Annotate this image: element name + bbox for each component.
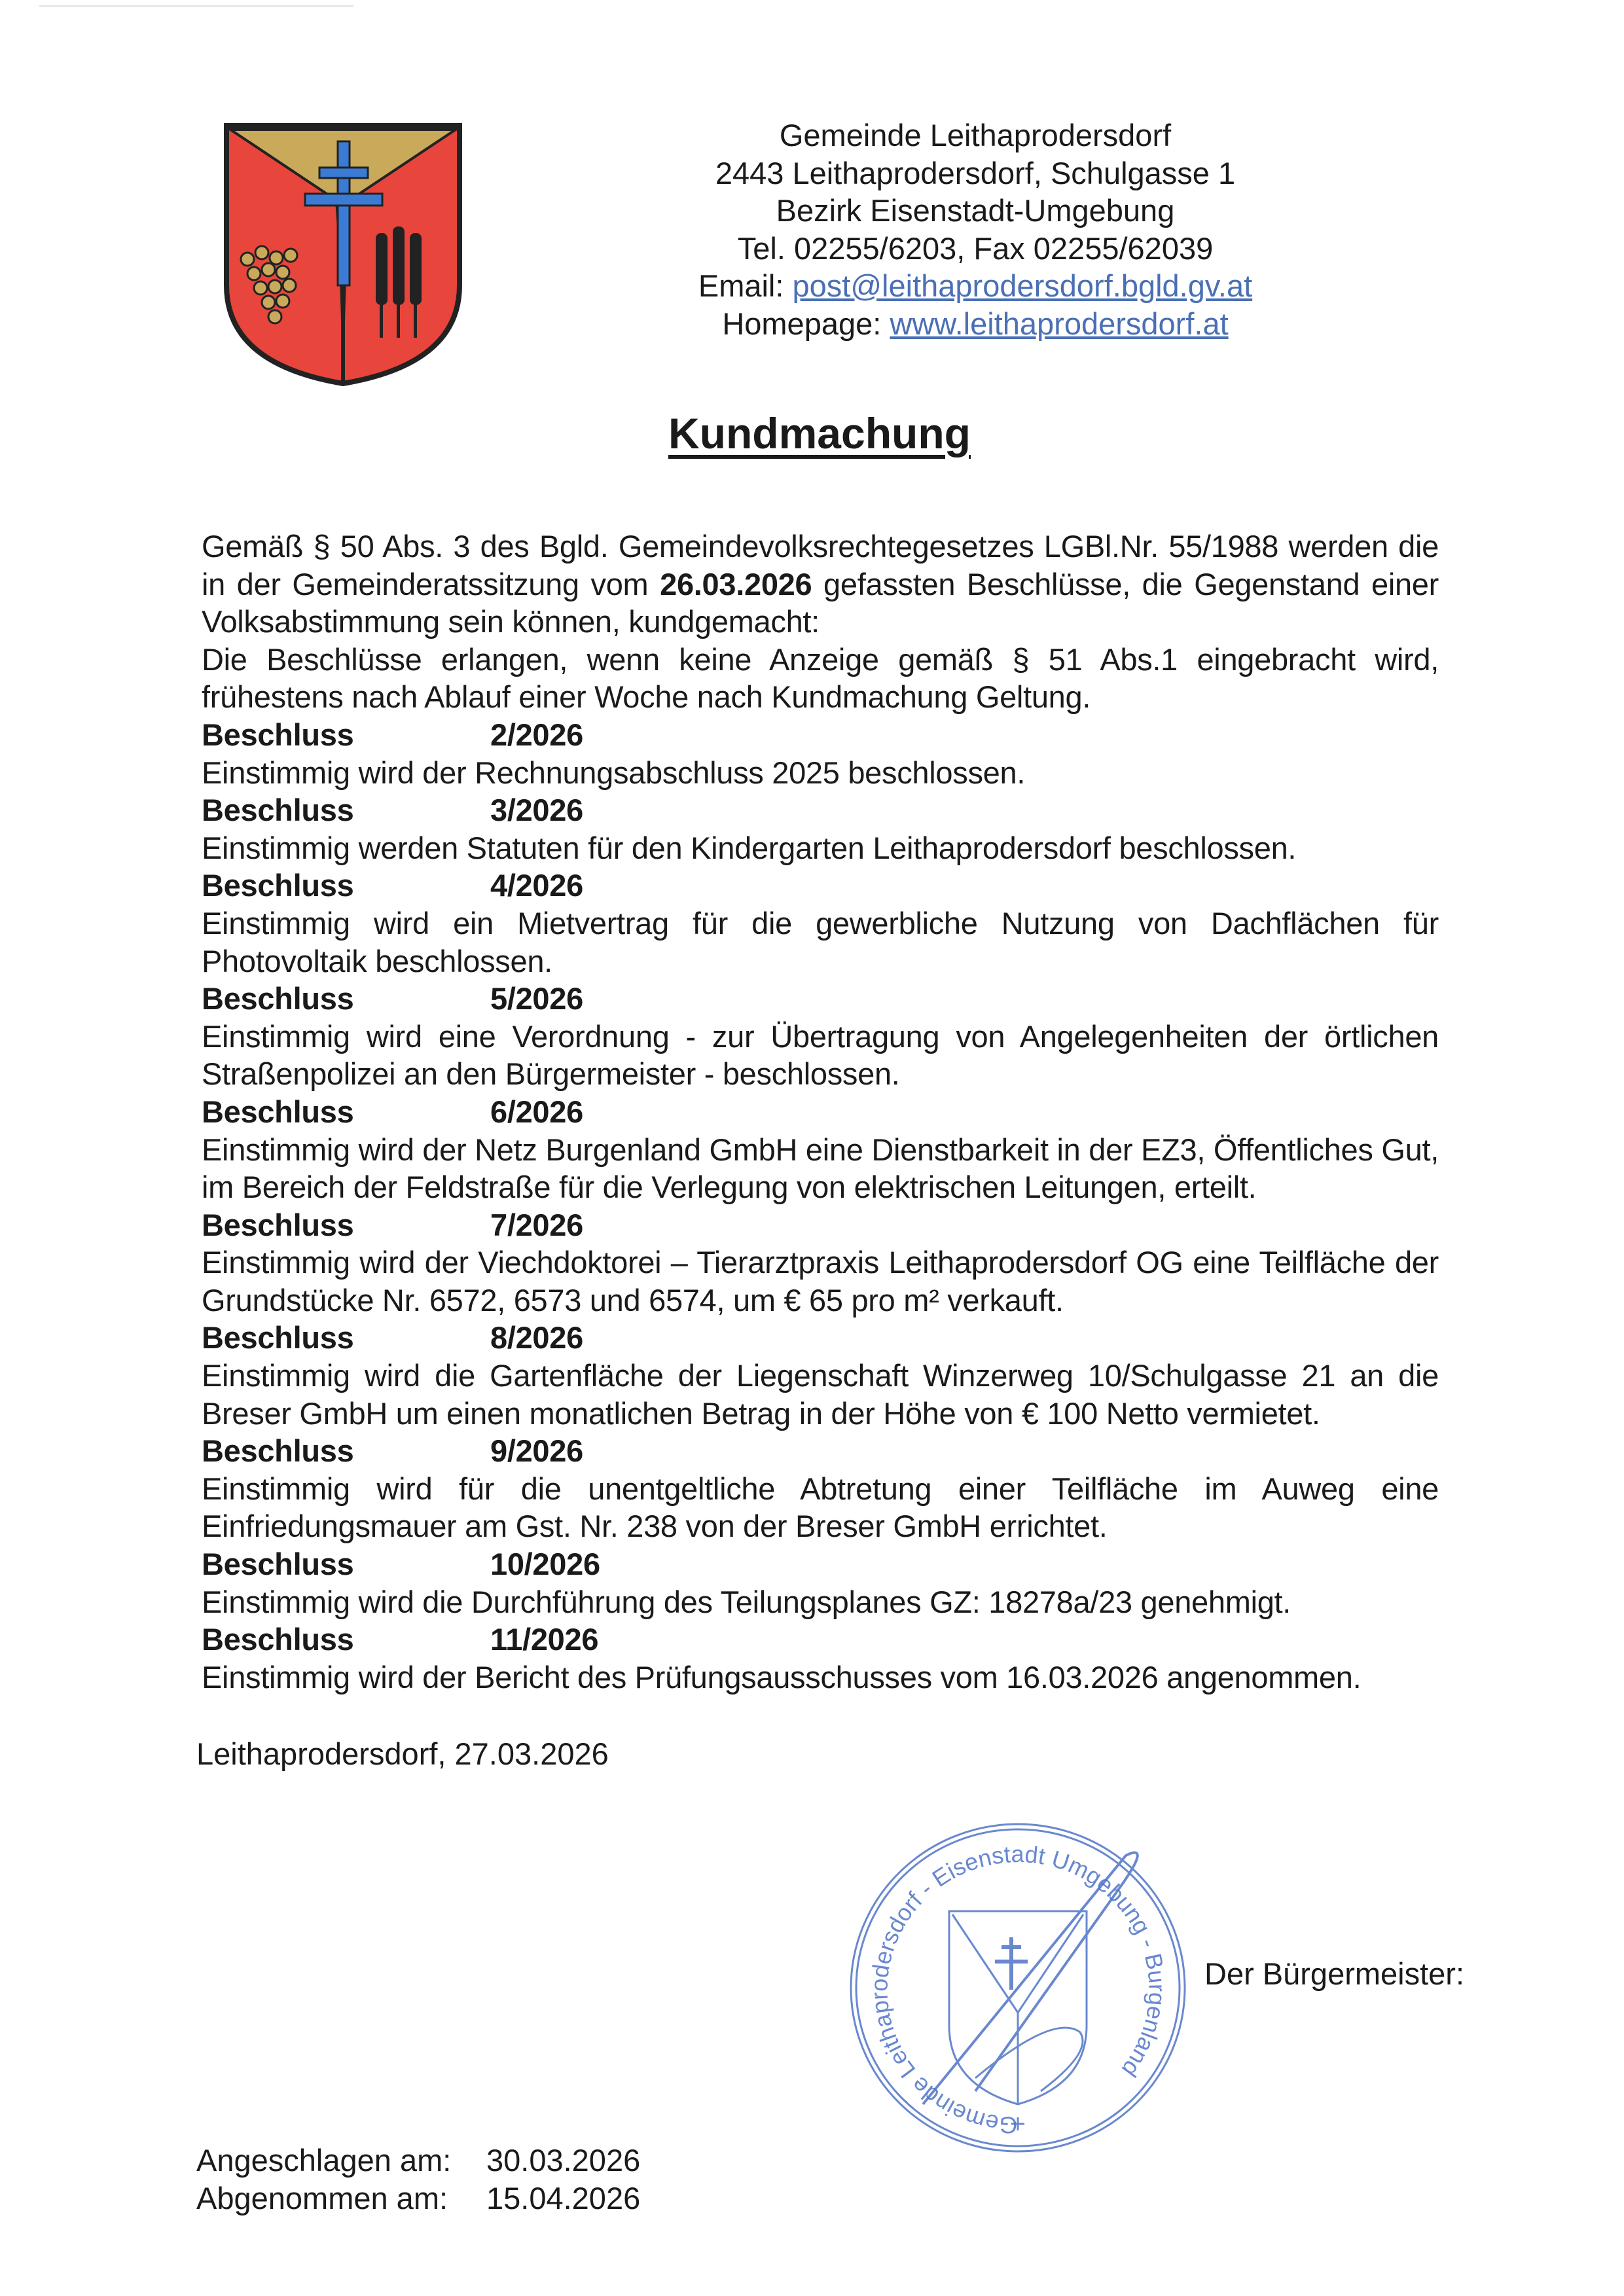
municipality-header [589,117,1362,342]
resolution-text: Einstimmig wird die Durchführung des Teilungsplanes GZ: 18278a/23 genehmigt. [202,1584,1291,1619]
coat-of-arms-icon [221,122,465,386]
resolution-text: Einstimmig wird ein Mietvertrag für die gewerbliche Nutzung von Dachflächen für Photovoltaik beschlossen. [202,905,1439,978]
resolution-text: Einstimmig wird der Rechnungsabschluss 2025 beschlossen. [202,755,1026,790]
resolution-label: Beschluss [202,717,354,752]
resolution-label: Beschluss [202,1622,354,1657]
resolution-label: Beschluss [202,1207,354,1242]
document-body [196,528,1439,1773]
resolution-label: Beschluss [202,793,354,828]
resolution-text: Einstimmig werden Statuten für den Kindergarten Leithaprodersdorf beschlossen. [202,830,1297,865]
resolution-number: 2/2026 [490,717,583,752]
resolution-number: 9/2026 [490,1433,583,1469]
resolution-heading [202,1093,1439,1131]
removed-row [196,2179,640,2217]
removed-label: Abgenommen am: [196,2180,448,2215]
header-line: Tel. 02255/6203, Fax 02255/62039 [737,230,1214,266]
posted-row [196,2142,640,2179]
resolution-label: Beschluss [202,1547,354,1582]
resolution-heading [202,791,1439,829]
resolution-heading [202,980,1439,1018]
header-line: 2443 Leithaprodersdorf, Schulgasse 1 [715,155,1236,190]
session-date: 26.03.2026 [660,566,812,601]
resolution-heading [202,1432,1439,1470]
resolution-text: Einstimmig wird der Netz Burgenland GmbH eine Dienstbarkeit in der EZ3, Öffentliches Gut, im Bereich der Feldstraße für die Verlegung von elektrischen Leitungen, erteilt. [202,1132,1439,1205]
resolution-heading [202,1319,1439,1357]
intro-paragraph [202,528,1439,641]
posted-label: Angeschlagen am: [196,2143,452,2178]
resolution-text: Einstimmig wird der Viechdoktorei – Tierarztpraxis Leithaprodersdorf OG eine Teilfläche der Grundstücke Nr. 6572, 6573 und 6574, um € 65 pro m² verkauft. [202,1245,1439,1318]
resolution-number: 7/2026 [490,1207,583,1242]
resolution-label: Beschluss [202,1433,354,1469]
resolution-text: Einstimmig wird die Gartenfläche der Liegenschaft Winzerweg 10/Schulgasse 21 an die Breser GmbH um einen monatlichen Betrag in der Höhe von € 100 Netto vermietet. [202,1358,1439,1431]
stamp-ring-text: Gemeinde Leithaprodersdorf - Eisenstadt Umgebung - Burgenland [865,1840,1171,2140]
resolution-number: 5/2026 [490,981,583,1016]
removed-date: 15.04.2026 [486,2180,641,2215]
email-label: Email: [698,268,784,303]
resolution-number: 10/2026 [490,1547,600,1582]
resolution-number: 11/2026 [490,1622,599,1657]
resolution-label: Beschluss [202,981,354,1016]
place-date: Leithaprodersdorf, 27.03.2026 [196,1736,609,1772]
resolution-label: Beschluss [202,1320,354,1355]
email-link[interactable]: post@leithaprodersdorf.bgld.gv.at [792,268,1253,303]
resolution-label: Beschluss [202,1094,354,1129]
signer-label: Der Bürgermeister: [1204,1956,1464,1991]
resolution-number: 6/2026 [490,1094,583,1129]
posting-dates [196,2142,640,2217]
resolution-text: Einstimmig wird für die unentgeltliche Abtretung einer Teilfläche im Auweg eine Einfriedungsmauer am Gst. Nr. 238 von der Breser GmbH errichtet. [202,1471,1439,1544]
posted-date: 30.03.2026 [486,2143,641,2178]
official-stamp-icon [844,1816,1191,2157]
document-title: Kundmachung [668,409,971,457]
resolution-heading [202,1545,1439,1583]
resolution-label: Beschluss [202,868,354,903]
email-line [589,267,1362,305]
resolution-heading [202,1621,1439,1659]
homepage-label: Homepage: [722,306,882,341]
homepage-link[interactable]: www.leithaprodersdorf.at [890,306,1229,341]
resolution-number: 3/2026 [490,793,583,828]
resolutions-list [202,716,1439,1696]
resolution-text: Einstimmig wird eine Verordnung - zur Übertragung von Angelegenheiten der örtlichen Straßenpolizei an den Bürgermeister - beschlossen. [202,1018,1439,1092]
resolution-text: Einstimmig wird der Bericht des Prüfungsausschusses vom 16.03.2026 angenommen. [202,1659,1362,1695]
homepage-line [589,305,1362,343]
header-line: Bezirk Eisenstadt-Umgebung [776,193,1175,228]
resolution-heading [202,867,1439,905]
validity-paragraph: Die Beschlüsse erlangen, wenn keine Anzeige gemäß § 51 Abs.1 eingebracht wird, frühestens nach Ablauf einer Woche nach Kundmachung Geltung. [202,641,1439,715]
resolution-heading [202,716,1439,754]
header-line: Gemeinde Leithaprodersdorf [779,118,1172,152]
intro-text: Gemäß § 50 Abs. 3 des Bgld. Gemeindevolksrechtegesetzes LGBl.Nr. 55/1988 werden die in der Gemeinderatssitzung vom [202,529,1439,601]
intro-text: gefassten Beschlüsse, die Gegenstand einer Volksabstimmung sein können, kundgemacht: [202,566,1439,639]
resolution-heading [202,1206,1439,1244]
resolution-number: 4/2026 [490,868,583,903]
scan-edge-line [39,5,353,7]
resolution-number: 8/2026 [490,1320,583,1355]
